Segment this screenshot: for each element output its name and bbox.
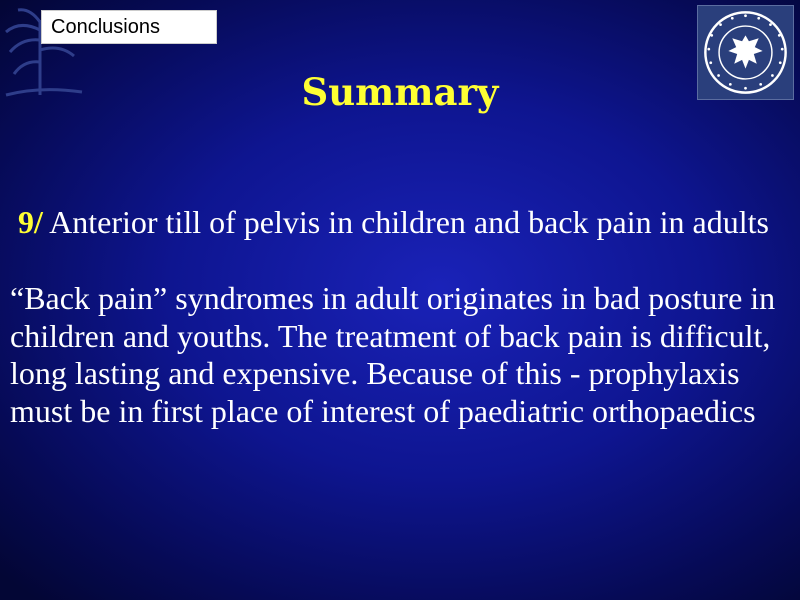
summary-paragraph: “Back pain” syndromes in adult originates in bad posture in children and youths. The treatment of back pain is difficult, long lasting and expensive. Because of this - prophylaxis must be in first place of interest of paediatric orthopaedics [10,279,776,429]
slide-body [10,204,795,431]
point-text: Anterior till of pelvis in children and back pain in adults [42,204,769,240]
point-number: 9/ [18,204,43,240]
summary-point [10,204,795,242]
slide-title: Summary [301,70,499,114]
section-tag: Conclusions [41,10,217,44]
